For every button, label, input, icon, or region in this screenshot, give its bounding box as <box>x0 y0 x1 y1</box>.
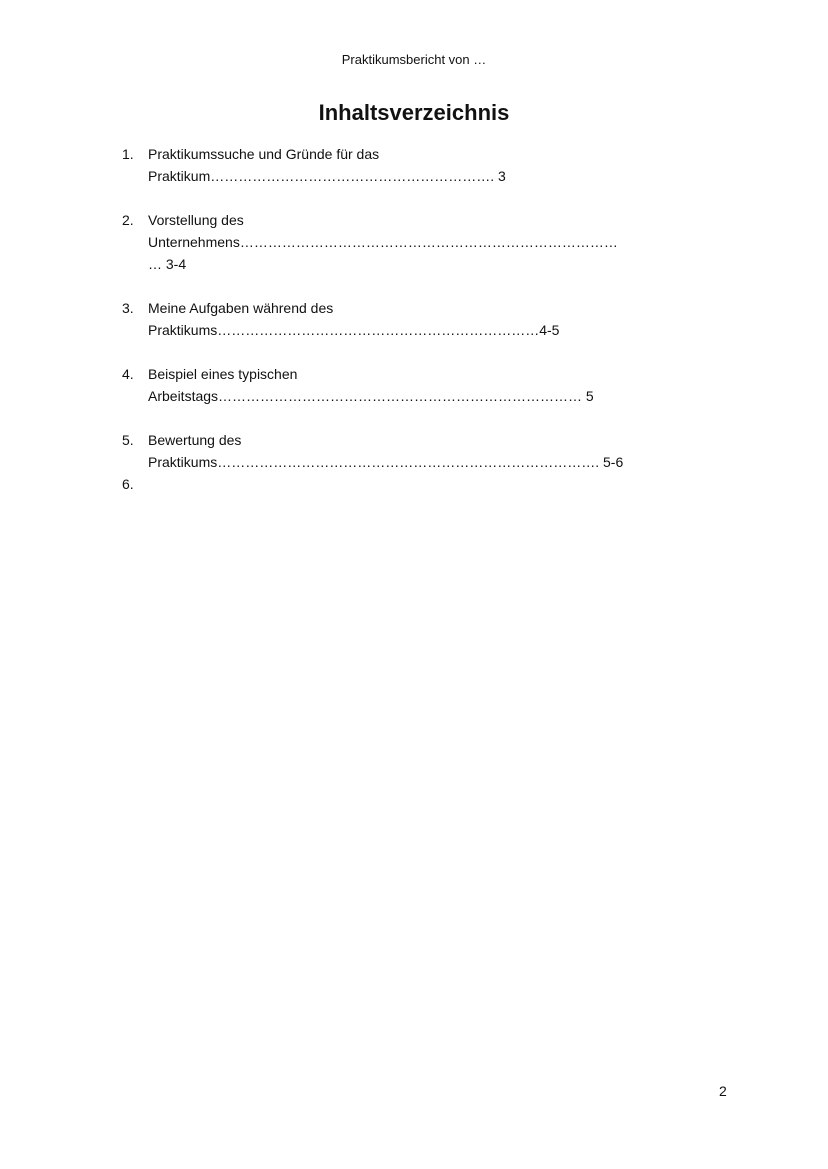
toc-entry-number: 5. <box>122 432 134 448</box>
toc-entry-empty <box>148 473 732 495</box>
toc-entry-1 <box>122 143 732 187</box>
toc-entry-leader: Unternehmens……………………………………………………………………… <box>148 234 618 250</box>
toc-entry-leader-page: Arbeitstags…………………………………………………………………… 5 <box>148 388 594 404</box>
toc-entry-3 <box>122 297 732 341</box>
toc-entry-number: 3. <box>122 300 134 316</box>
toc-entry-title: Praktikumssuche und Gründe für das <box>148 146 380 162</box>
toc-entry-leader-page: Praktikums………………………………………………………………………. 5-6 <box>148 454 624 470</box>
toc-entry-title: Bewertung des <box>148 432 242 448</box>
toc-entry-number: 6. <box>122 476 134 492</box>
toc-entry-number: 1. <box>122 146 134 162</box>
toc-entry-leader-page: Praktikum……………………………………………………. 3 <box>148 168 506 184</box>
toc-entry-5 <box>122 429 732 473</box>
toc-entry-6 <box>122 473 732 495</box>
toc-entry-4 <box>122 363 732 407</box>
page-title: Inhaltsverzeichnis <box>318 100 510 125</box>
toc-entry-title: Meine Aufgaben während des <box>148 300 334 316</box>
toc-entry-title: Beispiel eines typischen <box>148 366 298 382</box>
toc-entry-2 <box>122 209 732 275</box>
table-of-contents <box>122 143 732 495</box>
running-header: Praktikumsbericht von … <box>341 52 487 67</box>
toc-entry-page: … 3-4 <box>148 256 187 272</box>
toc-entry-number: 2. <box>122 212 134 228</box>
toc-entry-leader-page: Praktikums……………………………………………………………4-5 <box>148 322 560 338</box>
toc-entry-title: Vorstellung des <box>148 212 244 228</box>
page-number: 2 <box>719 1083 727 1099</box>
toc-entry-number: 4. <box>122 366 134 382</box>
